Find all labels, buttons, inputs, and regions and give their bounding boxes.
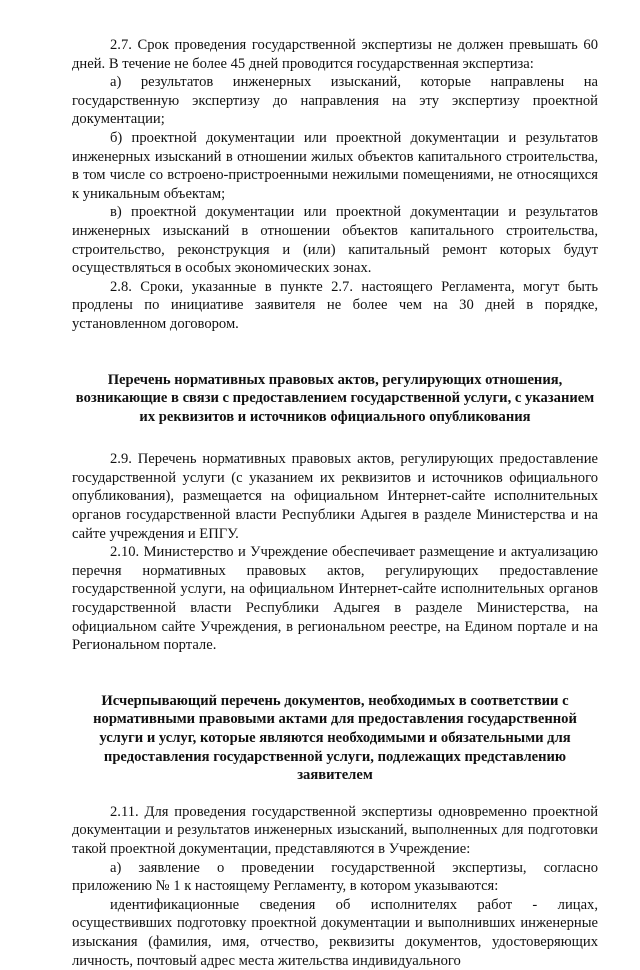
paragraph-2-8: 2.8. Сроки, указанные в пункте 2.7. настоящего Регламента, могут быть продлены по инициативе заявителя не более чем на 30 дней в порядке, установленном договором.	[72, 278, 598, 332]
paragraph-2-7-a: а) результатов инженерных изысканий, которые направлены на государственную экспертизу до направления на эту экспертизу проектной документации;	[72, 74, 598, 128]
paragraph-2-10: 2.10. Министерство и Учреждение обеспечивает размещение и актуализацию перечня нормативных правовых актов, регулирующих предоставление государственной услуги, на официальном Интернет-сайте исполнительных органов государственной власти Республики Адыгея в разделе Министерства, на официальном сайте Учреждения, в региональном реестре, на Едином портале и на Региональном портале.	[72, 544, 598, 654]
paragraph-identification: идентификационные сведения об исполнителях работ - лицах, осуществивших подготовку проектной документации и выполнивших инженерные изыскания (фамилия, имя, отчество, реквизиты документов, удостоверяющих личность, почтовый адрес места жительства индивидуального	[72, 896, 598, 969]
document-page	[72, 36, 598, 970]
paragraph-2-9: 2.9. Перечень нормативных правовых актов, регулирующих предоставление государственной услуги (с указанием их реквизитов и источников официального опубликования), размещается на официальном Интернет-сайте исполнительных органов государственной власти Республики Адыгея в разделе Министерства и на сайте учреждения и ЕПГУ.	[72, 451, 598, 542]
section-heading-documents: Исчерпывающий перечень документов, необходимых в соответствии с нормативными правовыми актами для предоставления государственной услуги и услуг, которые являются необходимыми и обязательными для предоставления государственной услуги, подлежащих представлению заявителем	[93, 692, 577, 784]
spacer	[72, 785, 598, 803]
paragraph-2-7-b: б) проектной документации или проектной документации и результатов инженерных изысканий в отношении жилых объектов капитального строительства, в том числе со встроено-пристроенными нежилыми помещениями, не относящихся к уникальным объектам;	[72, 129, 598, 202]
paragraph-2-11-a: а) заявление о проведении государственной экспертизы, согласно приложению № 1 к настоящему Регламенту, в котором указываются:	[72, 859, 598, 895]
section-heading-legal-acts: Перечень нормативных правовых актов, регулирующих отношения, возникающие в связи с предоставлением государственной услуги, с указанием их реквизитов и источников официального опубликования	[75, 371, 595, 425]
paragraph-2-11: 2.11. Для проведения государственной экспертизы одновременно проектной документации и результатов инженерных изысканий, выполненных для подготовки такой проектной документации, представляются в Учреждение:	[72, 803, 598, 857]
spacer	[72, 334, 598, 371]
paragraph-2-7-v: в) проектной документации или проектной документации и результатов инженерных изысканий в отношении объектов капитального строительства, строительство, реконструкция и (или) капитальный ремонт которых будут осуществляться в особых экономических зонах.	[72, 204, 598, 277]
spacer	[72, 655, 598, 692]
paragraph-2-7: 2.7. Срок проведения государственной экспертизы не должен превышать 60 дней. В течение не более 45 дней проводится государственная экспертиза:	[72, 37, 598, 72]
spacer	[72, 426, 598, 450]
